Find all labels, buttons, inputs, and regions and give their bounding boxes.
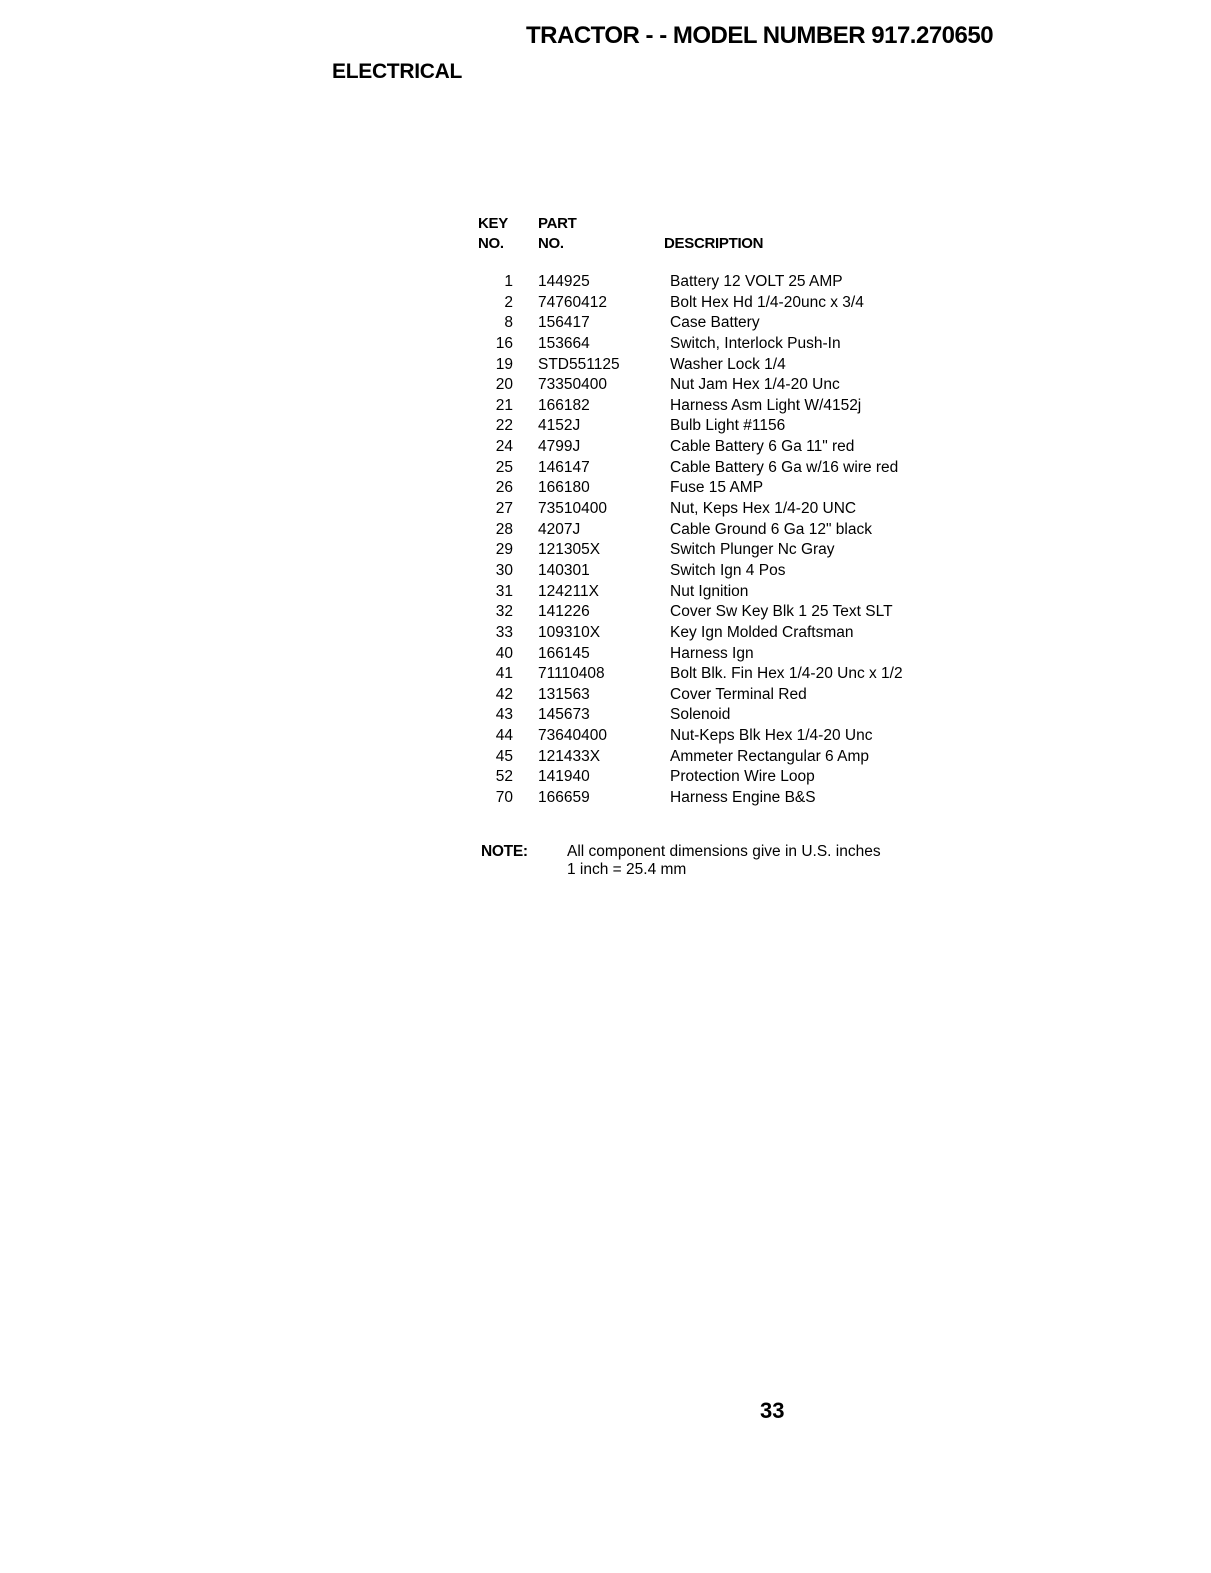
part-description: Nut Jam Hex 1/4-20 Unc: [670, 376, 840, 394]
key-number: 52: [495, 768, 513, 786]
part-description: Cable Battery 6 Ga 11" red: [670, 438, 855, 456]
part-number: 146147: [538, 458, 590, 476]
part-description: Harness Ign: [670, 644, 754, 662]
part-description: Harness Asm Light W/4152j: [670, 396, 862, 414]
part-number: 73510400: [538, 500, 607, 518]
part-number: 131563: [538, 685, 590, 703]
part-description: Harness Engine B&S: [670, 789, 816, 807]
part-description: Switch Ign 4 Pos: [670, 561, 786, 579]
part-number: 121305X: [538, 541, 601, 559]
parts-row: [470, 623, 950, 644]
key-number: 8: [504, 314, 513, 332]
part-number: 156417: [538, 314, 590, 332]
key-number: 28: [495, 520, 513, 538]
part-description: Nut-Keps Blk Hex 1/4-20 Unc: [670, 727, 873, 745]
part-description: Case Battery: [670, 314, 760, 332]
key-number: 40: [495, 644, 513, 662]
part-number: 74760412: [538, 293, 607, 311]
part-description: Battery 12 VOLT 25 AMP: [670, 273, 843, 290]
key-number: 44: [495, 727, 513, 745]
part-description: Cover Terminal Red: [670, 685, 807, 703]
key-number: 26: [495, 479, 513, 497]
parts-row: [470, 644, 950, 665]
part-number: 4207J: [538, 520, 581, 538]
part-number: 141226: [538, 603, 590, 621]
part-number: 140301: [538, 561, 590, 579]
part-number: 141940: [538, 768, 590, 786]
page-title: TRACTOR - - MODEL NUMBER 917.270650: [526, 22, 994, 49]
parts-row: [470, 540, 950, 561]
parts-row: [470, 499, 950, 520]
note-text-line1: All component dimensions give in U.S. inches: [567, 843, 881, 860]
key-number: 27: [495, 500, 513, 518]
key-number: 20: [495, 376, 513, 394]
parts-row: [470, 293, 950, 314]
part-description: Bolt Blk. Fin Hex 1/4-20 Unc x 1/2: [670, 665, 903, 683]
part-description: Protection Wire Loop: [670, 768, 815, 786]
part-description: Key Ign Molded Craftsman: [670, 623, 854, 641]
part-number: 71110408: [538, 665, 605, 683]
part-description: Cable Battery 6 Ga w/16 wire red: [670, 458, 899, 476]
part-number: 4152J: [538, 417, 581, 435]
part-description: Bolt Hex Hd 1/4-20unc x 3/4: [670, 293, 864, 311]
part-description: Cover Sw Key Blk 1 25 Text SLT: [670, 603, 893, 621]
parts-row: [470, 747, 950, 768]
key-number: 16: [495, 334, 513, 352]
parts-row: [470, 458, 950, 479]
parts-row: [470, 416, 950, 437]
key-number: 33: [495, 623, 513, 641]
key-number: 30: [495, 561, 513, 579]
parts-row: [470, 705, 950, 726]
part-description: Bulb Light #1156: [670, 417, 786, 435]
key-number: 2: [504, 293, 513, 311]
key-number: 42: [495, 685, 513, 703]
parts-row: [470, 685, 950, 706]
note-text-line2: 1 inch = 25.4 mm: [567, 861, 687, 878]
parts-row: [470, 355, 950, 376]
part-number: 124211X: [538, 582, 599, 600]
key-number: 32: [495, 603, 513, 621]
part-description: Washer Lock 1/4: [670, 355, 786, 373]
key-number: 25: [495, 458, 513, 476]
key-number: 24: [495, 438, 513, 456]
parts-list: [470, 272, 950, 809]
parts-row: [470, 520, 950, 541]
parts-row: [470, 582, 950, 603]
part-number: 121433X: [538, 747, 601, 765]
part-number: 109310X: [538, 623, 601, 641]
key-number: 29: [495, 541, 513, 559]
part-number: 145673: [538, 706, 590, 724]
parts-row: [470, 664, 950, 685]
part-number: 166182: [538, 396, 590, 414]
part-description: Switch, Interlock Push-In: [670, 334, 841, 352]
part-description: Solenoid: [670, 706, 731, 724]
parts-row: [470, 272, 950, 293]
part-no-header-line1: PART: [538, 215, 577, 232]
part-number: 73350400: [538, 376, 607, 394]
note-label: NOTE:: [481, 843, 528, 860]
part-description: Nut, Keps Hex 1/4-20 UNC: [670, 500, 857, 518]
key-no-header-line2: NO.: [478, 235, 504, 252]
key-number: 43: [495, 706, 513, 724]
parts-row: [470, 478, 950, 499]
parts-row: [470, 396, 950, 417]
parts-row: [470, 437, 950, 458]
key-number: 19: [495, 355, 513, 373]
part-description: Fuse 15 AMP: [670, 479, 764, 497]
part-number: 166180: [538, 479, 590, 497]
part-number: 166659: [538, 789, 590, 807]
part-no-header-line2: NO.: [538, 235, 564, 252]
parts-row: [470, 313, 950, 334]
key-number: 45: [495, 747, 513, 765]
key-number: 31: [495, 582, 513, 600]
parts-row: [470, 375, 950, 396]
description-header: DESCRIPTION: [664, 235, 764, 252]
parts-row: [470, 602, 950, 623]
parts-row: [470, 334, 950, 355]
parts-row: [470, 767, 950, 788]
parts-row: [470, 726, 950, 747]
section-title: ELECTRICAL: [332, 60, 462, 83]
part-number: 73640400: [538, 727, 607, 745]
parts-row: [470, 561, 950, 582]
part-description: Switch Plunger Nc Gray: [670, 541, 835, 559]
key-number: 1: [504, 273, 513, 290]
part-description: Nut Ignition: [670, 582, 749, 600]
parts-row: [470, 788, 950, 809]
key-number: 70: [495, 789, 513, 807]
key-number: 21: [495, 396, 513, 414]
part-number: STD551125: [538, 355, 620, 373]
part-number: 144925: [538, 273, 590, 290]
part-number: 4799J: [538, 438, 581, 456]
part-description: Ammeter Rectangular 6 Amp: [670, 747, 870, 765]
key-number: 22: [495, 417, 513, 435]
part-description: Cable Ground 6 Ga 12" black: [670, 520, 872, 538]
key-number: 41: [495, 665, 513, 683]
key-no-header-line1: KEY: [478, 215, 508, 232]
part-number: 166145: [538, 644, 590, 662]
part-number: 153664: [538, 334, 590, 352]
page-number: 33: [760, 1398, 785, 1423]
